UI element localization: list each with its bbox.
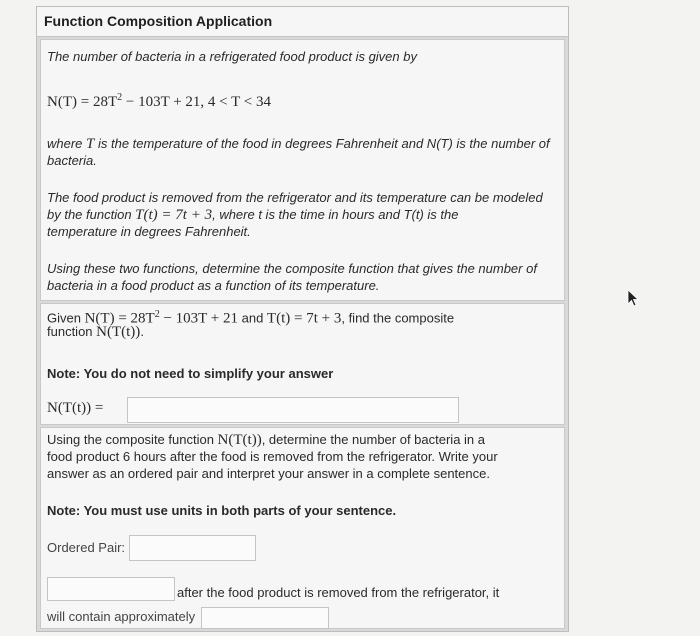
mouse-pointer-icon: [627, 289, 641, 309]
using-text-2: bacteria in a food product as a function of its temperature.: [47, 278, 380, 293]
n-formula: $N(T) = 28T^2 - 103T + 21$, 4 < T < 34: [47, 92, 271, 110]
composite-panel: [40, 427, 565, 629]
given-panel: [40, 303, 565, 425]
ordered-pair-input[interactable]: [129, 535, 256, 561]
given-text-2: function N(T(t)).: [47, 324, 144, 340]
composite-text-3: answer as an ordered pair and interpret your answer in a complete sentence.: [47, 466, 490, 481]
intro-text: The number of bacteria in a refrigerated food product is given by: [47, 49, 417, 64]
composite-function-input[interactable]: [127, 397, 459, 423]
question-card: [36, 6, 569, 632]
using-text: Using these two functions, determine the composite function that gives the number of: [47, 261, 537, 276]
ordered-pair-label: Ordered Pair:: [47, 540, 126, 555]
where-text: where T is the temperature of the food in degrees Fahrenheit and N(T) is the number of: [47, 136, 550, 152]
composite-text: Using the composite function N(T(t)), determine the number of bacteria in a: [47, 432, 485, 448]
intro-panel: [40, 39, 565, 301]
will-contain-text: will contain approximately: [47, 609, 196, 624]
question-header: [37, 7, 568, 37]
after-text: after the food product is removed from the refrigerator, it: [177, 585, 500, 600]
removed-text-3: temperature in degrees Fahrenheit.: [47, 224, 251, 239]
where-text-2: bacteria.: [47, 153, 97, 168]
given-text: Given $N(T) = 28T^2 - 103T + 21$ and T(t) = 7t + 3, find the composite: [47, 309, 455, 327]
time-input[interactable]: [47, 577, 175, 601]
question-title: Function Composition Application: [44, 13, 273, 29]
units-note: Note: You must use units in both parts of your sentence.: [47, 503, 397, 518]
composite-text-2: food product 6 hours after the food is removed from the refrigerator. Write your: [47, 449, 498, 464]
removed-text: The food product is removed from the refrigerator and its temperature can be modeled: [47, 190, 543, 205]
simplify-note: Note: You do not need to simplify your answer: [47, 366, 334, 381]
bacteria-count-input[interactable]: [201, 607, 329, 629]
answer-label: N(T(t)) =: [47, 400, 104, 416]
removed-text-2: by the function T(t) = 7t + 3, where t is the time in hours and T(t) is the: [47, 207, 459, 223]
